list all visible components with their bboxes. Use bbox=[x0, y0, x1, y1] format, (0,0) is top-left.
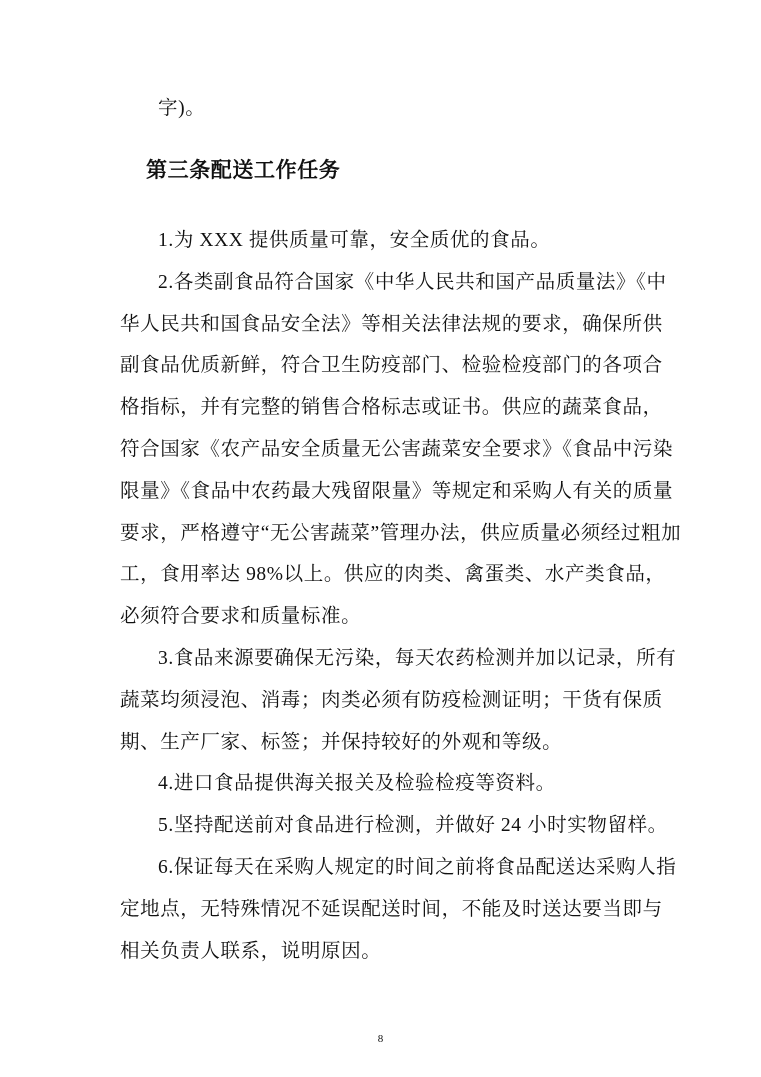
section-heading: 第三条配送工作任务 bbox=[146, 158, 341, 182]
document-body bbox=[0, 229, 761, 981]
paragraph-line: 限量》《食品中农药最大残留限量》等规定和采购人有关的质量 bbox=[120, 480, 674, 502]
paragraph-line: 蔬菜均须浸泡、消毒；肉类必须有防疫检测证明；干货有保质 bbox=[120, 689, 663, 711]
page-number: 8 bbox=[377, 1033, 384, 1045]
paragraph-line: 要求，严格遵守“无公害蔬菜”管理办法，供应质量必须经过粗加 bbox=[120, 522, 682, 544]
paragraph-line: 格指标，并有完整的销售合格标志或证书。供应的蔬菜食品， bbox=[120, 397, 663, 419]
paragraph-line: 相关负责人联系，说明原因。 bbox=[120, 940, 382, 962]
paragraph-first-line: 6.保证每天在采购人规定的时间之前将食品配送达采购人指 bbox=[158, 856, 677, 878]
continuation-text: 字)。 bbox=[158, 98, 206, 119]
paragraph-line: 符合国家《农产品安全质量无公害蔬菜安全要求》《食品中污染 bbox=[120, 438, 674, 460]
paragraph-line: 工，食用率达 98%以上。供应的肉类、禽蛋类、水产类食品， bbox=[120, 564, 666, 586]
paragraph-line: 定地点，无特殊情况不延误配送时间，不能及时送达要当即与 bbox=[120, 898, 663, 920]
paragraph-line: 华人民共和国食品安全法》等相关法律法规的要求，确保所供 bbox=[120, 313, 663, 335]
paragraph-line: 期、生产厂家、标签；并保持较好的外观和等级。 bbox=[120, 731, 563, 753]
paragraph-first-line: 2.各类副食品符合国家《中华人民共和国产品质量法》《中 bbox=[158, 271, 667, 293]
paragraph-first-line: 4.进口食品提供海关报关及检验检疫等资料。 bbox=[158, 773, 556, 795]
paragraph-line: 副食品优质新鲜，符合卫生防疫部门、检验检疫部门的各项合 bbox=[120, 355, 663, 377]
paragraph-first-line: 1.为 XXX 提供质量可靠，安全质优的食品。 bbox=[158, 230, 551, 251]
paragraph-first-line: 3.食品来源要确保无污染，每天农药检测并加以记录，所有 bbox=[158, 647, 677, 669]
paragraph-line: 必须符合要求和质量标准。 bbox=[120, 606, 362, 628]
paragraph-first-line: 5.坚持配送前对食品进行检测，并做好 24 小时实物留样。 bbox=[158, 815, 668, 837]
